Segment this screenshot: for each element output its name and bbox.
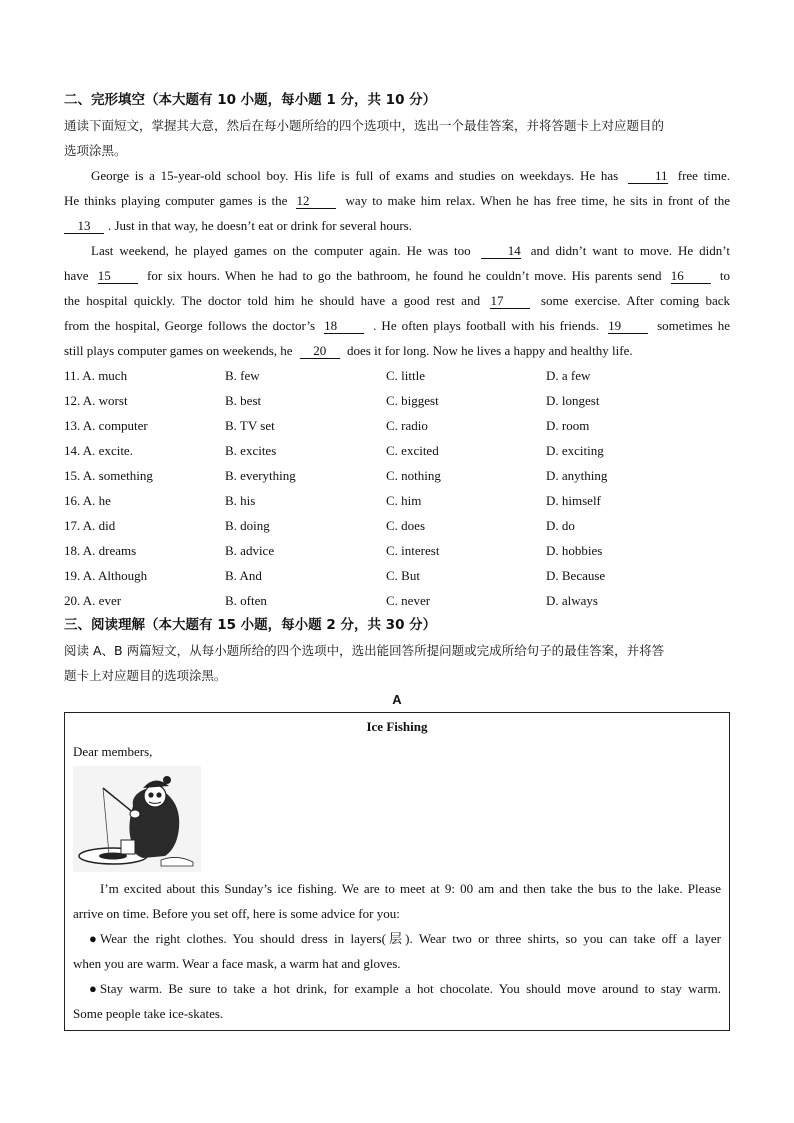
cloze-p2-line-3	[64, 288, 730, 313]
cloze-text: . Just in that way, he doesn’t eat or drink for several hours.	[108, 218, 412, 233]
cloze-text: sometimes he	[657, 318, 731, 333]
cloze-text: free time.	[677, 168, 731, 183]
option-row-14	[64, 438, 730, 463]
option-b[interactable]: B. TV set	[225, 418, 275, 433]
cloze-p2-line-4	[64, 313, 730, 338]
cloze-text: still plays computer games on weekends, he	[64, 343, 293, 358]
option-a[interactable]: 15. A. something	[64, 468, 153, 483]
option-d[interactable]: D. do	[546, 518, 575, 533]
option-a[interactable]: 19. A. Although	[64, 568, 148, 583]
advice-intro-line-1: I’m excited about this Sunday’s ice fishing. We are to meet at 9: 00 am and then take the bus to the lake. Please	[100, 881, 721, 896]
cloze-text: He thinks playing computer games is the	[64, 193, 288, 208]
option-row-18	[64, 538, 730, 563]
option-b[interactable]: B. best	[225, 393, 262, 408]
bullet-clothes-line-2: when you are warm. Wear a face mask, a warm hat and gloves.	[73, 956, 401, 971]
cloze-text: some exercise. After coming back	[540, 293, 731, 308]
cloze-blank-19: 19	[608, 318, 648, 334]
cloze-text: way to make him relax. When he has free time, he sits in front of the	[345, 193, 730, 208]
option-c[interactable]: C. him	[386, 493, 422, 508]
option-b[interactable]: B. excites	[225, 443, 277, 458]
bullet-warm-line-1: ●Stay warm. Be sure to take a hot drink, for example a hot chocolate. You should move around to stay warm.	[89, 981, 721, 996]
cloze-p1-line-1	[64, 163, 730, 188]
cloze-text: to	[719, 268, 731, 283]
cloze-text: George is a 15-year-old school boy. His life is full of exams and studies on weekdays. He has	[91, 168, 619, 183]
option-c[interactable]: C. does	[386, 518, 425, 533]
cloze-p1-line-2	[64, 188, 730, 213]
cloze-blank-16: 16	[671, 268, 711, 284]
option-d[interactable]: D. longest	[546, 393, 600, 408]
passage-title: Ice Fishing	[366, 719, 428, 734]
cloze-text: have	[64, 268, 89, 283]
option-d[interactable]: D. room	[546, 418, 590, 433]
option-b[interactable]: B. advice	[225, 543, 275, 558]
cloze-text: from the hospital, George follows the doctor’s	[64, 318, 316, 333]
option-row-20	[64, 588, 730, 613]
bullet-warm-line-2: Some people take ice-skates.	[73, 1006, 224, 1021]
option-a[interactable]: 11. A. much	[64, 368, 128, 383]
option-d[interactable]: D. a few	[546, 368, 591, 383]
bullet-clothes-line-1: ●Wear the right clothes. You should dress in layers(层). Wear two or three shirts, so you can take off a layer	[89, 931, 721, 946]
option-row-17	[64, 513, 730, 538]
option-row-11	[64, 363, 730, 388]
section-2-title: 二、完形填空（本大题有 10 小题，每小题 1 分，共 10 分）	[64, 92, 437, 108]
option-d[interactable]: D. always	[546, 593, 598, 608]
cloze-blank-15: 15	[98, 268, 138, 284]
option-a[interactable]: 20. A. ever	[64, 593, 122, 608]
option-b[interactable]: B. everything	[225, 468, 296, 483]
option-b[interactable]: B. his	[225, 493, 256, 508]
option-c[interactable]: C. interest	[386, 543, 440, 558]
option-d[interactable]: D. exciting	[546, 443, 604, 458]
cloze-text: . He often plays football with his friends.	[373, 318, 600, 333]
option-a[interactable]: 16. A. he	[64, 493, 111, 508]
cloze-text: does it for long. Now he lives a happy and healthy life.	[347, 343, 633, 358]
option-d[interactable]: D. anything	[546, 468, 608, 483]
option-d[interactable]: D. Because	[546, 568, 606, 583]
section-2-instruction-line-2: 选项涂黑。	[64, 143, 127, 158]
cloze-blank-17: 17	[490, 293, 530, 309]
ice-fishing-illustration	[73, 766, 201, 872]
greeting: Dear members,	[73, 744, 153, 759]
option-row-16	[64, 488, 730, 513]
section-3-instruction-line-1: 阅读 A、B 两篇短文，从每小题所给的四个选项中，选出能回答所提问题或完成所给句子的最佳答案，并将答	[64, 643, 665, 658]
option-d[interactable]: D. himself	[546, 493, 601, 508]
exam-page	[64, 88, 730, 1031]
cloze-p2-line-2	[64, 263, 730, 288]
cloze-p1-line-3	[64, 213, 730, 238]
option-a[interactable]: 17. A. did	[64, 518, 116, 533]
option-c[interactable]: C. nothing	[386, 468, 441, 483]
option-c[interactable]: C. But	[386, 568, 420, 583]
option-b[interactable]: B. few	[225, 368, 260, 383]
option-d[interactable]: D. hobbies	[546, 543, 603, 558]
option-b[interactable]: B. often	[225, 593, 267, 608]
option-a[interactable]: 12. A. worst	[64, 393, 128, 408]
cloze-blank-20: 20	[300, 343, 340, 359]
cloze-text: and didn’t want to move. He didn’t	[530, 243, 730, 258]
option-a[interactable]: 14. A. excite.	[64, 443, 133, 458]
cloze-blank-18: 18	[324, 318, 364, 334]
cloze-p2-line-1	[64, 238, 730, 263]
cloze-text: Last weekend, he played games on the computer again. He was too	[91, 243, 471, 258]
option-b[interactable]: B. And	[225, 568, 262, 583]
advice-intro-line-2: arrive on time. Before you set off, here is some advice for you:	[73, 906, 400, 921]
option-c[interactable]: C. biggest	[386, 393, 439, 408]
cloze-options	[64, 363, 730, 613]
option-c[interactable]: C. little	[386, 368, 425, 383]
option-c[interactable]: C. radio	[386, 418, 428, 433]
option-a[interactable]: 13. A. computer	[64, 418, 148, 433]
option-row-15	[64, 463, 730, 488]
option-a[interactable]: 18. A. dreams	[64, 543, 137, 558]
cloze-blank-14: 14	[481, 243, 521, 259]
cloze-p2-line-5	[64, 338, 730, 363]
cloze-blank-12: 12	[296, 193, 336, 209]
section-2-instruction-line-1: 通读下面短文，掌握其大意，然后在每小题所给的四个选项中，选出一个最佳答案，并将答题卡上对应题目的	[64, 118, 665, 133]
cloze-text: the hospital quickly. The doctor told him he should have a good rest and	[64, 293, 481, 308]
option-c[interactable]: C. excited	[386, 443, 439, 458]
cloze-text: for six hours. When he had to go the bathroom, he found he couldn’t move. His parents send	[146, 268, 662, 283]
cloze-blank-13: 13	[64, 218, 104, 234]
passage-a-box	[64, 712, 730, 1031]
passage-label-a: A	[392, 692, 402, 707]
option-c[interactable]: C. never	[386, 593, 431, 608]
section-3-instruction-line-2: 题卡上对应题目的选项涂黑。	[64, 668, 227, 683]
cloze-blank-11: 11	[628, 168, 668, 184]
option-b[interactable]: B. doing	[225, 518, 270, 533]
section-3-title: 三、阅读理解（本大题有 15 小题，每小题 2 分，共 30 分）	[64, 617, 437, 633]
option-row-19	[64, 563, 730, 588]
option-row-12	[64, 388, 730, 413]
option-row-13	[64, 413, 730, 438]
